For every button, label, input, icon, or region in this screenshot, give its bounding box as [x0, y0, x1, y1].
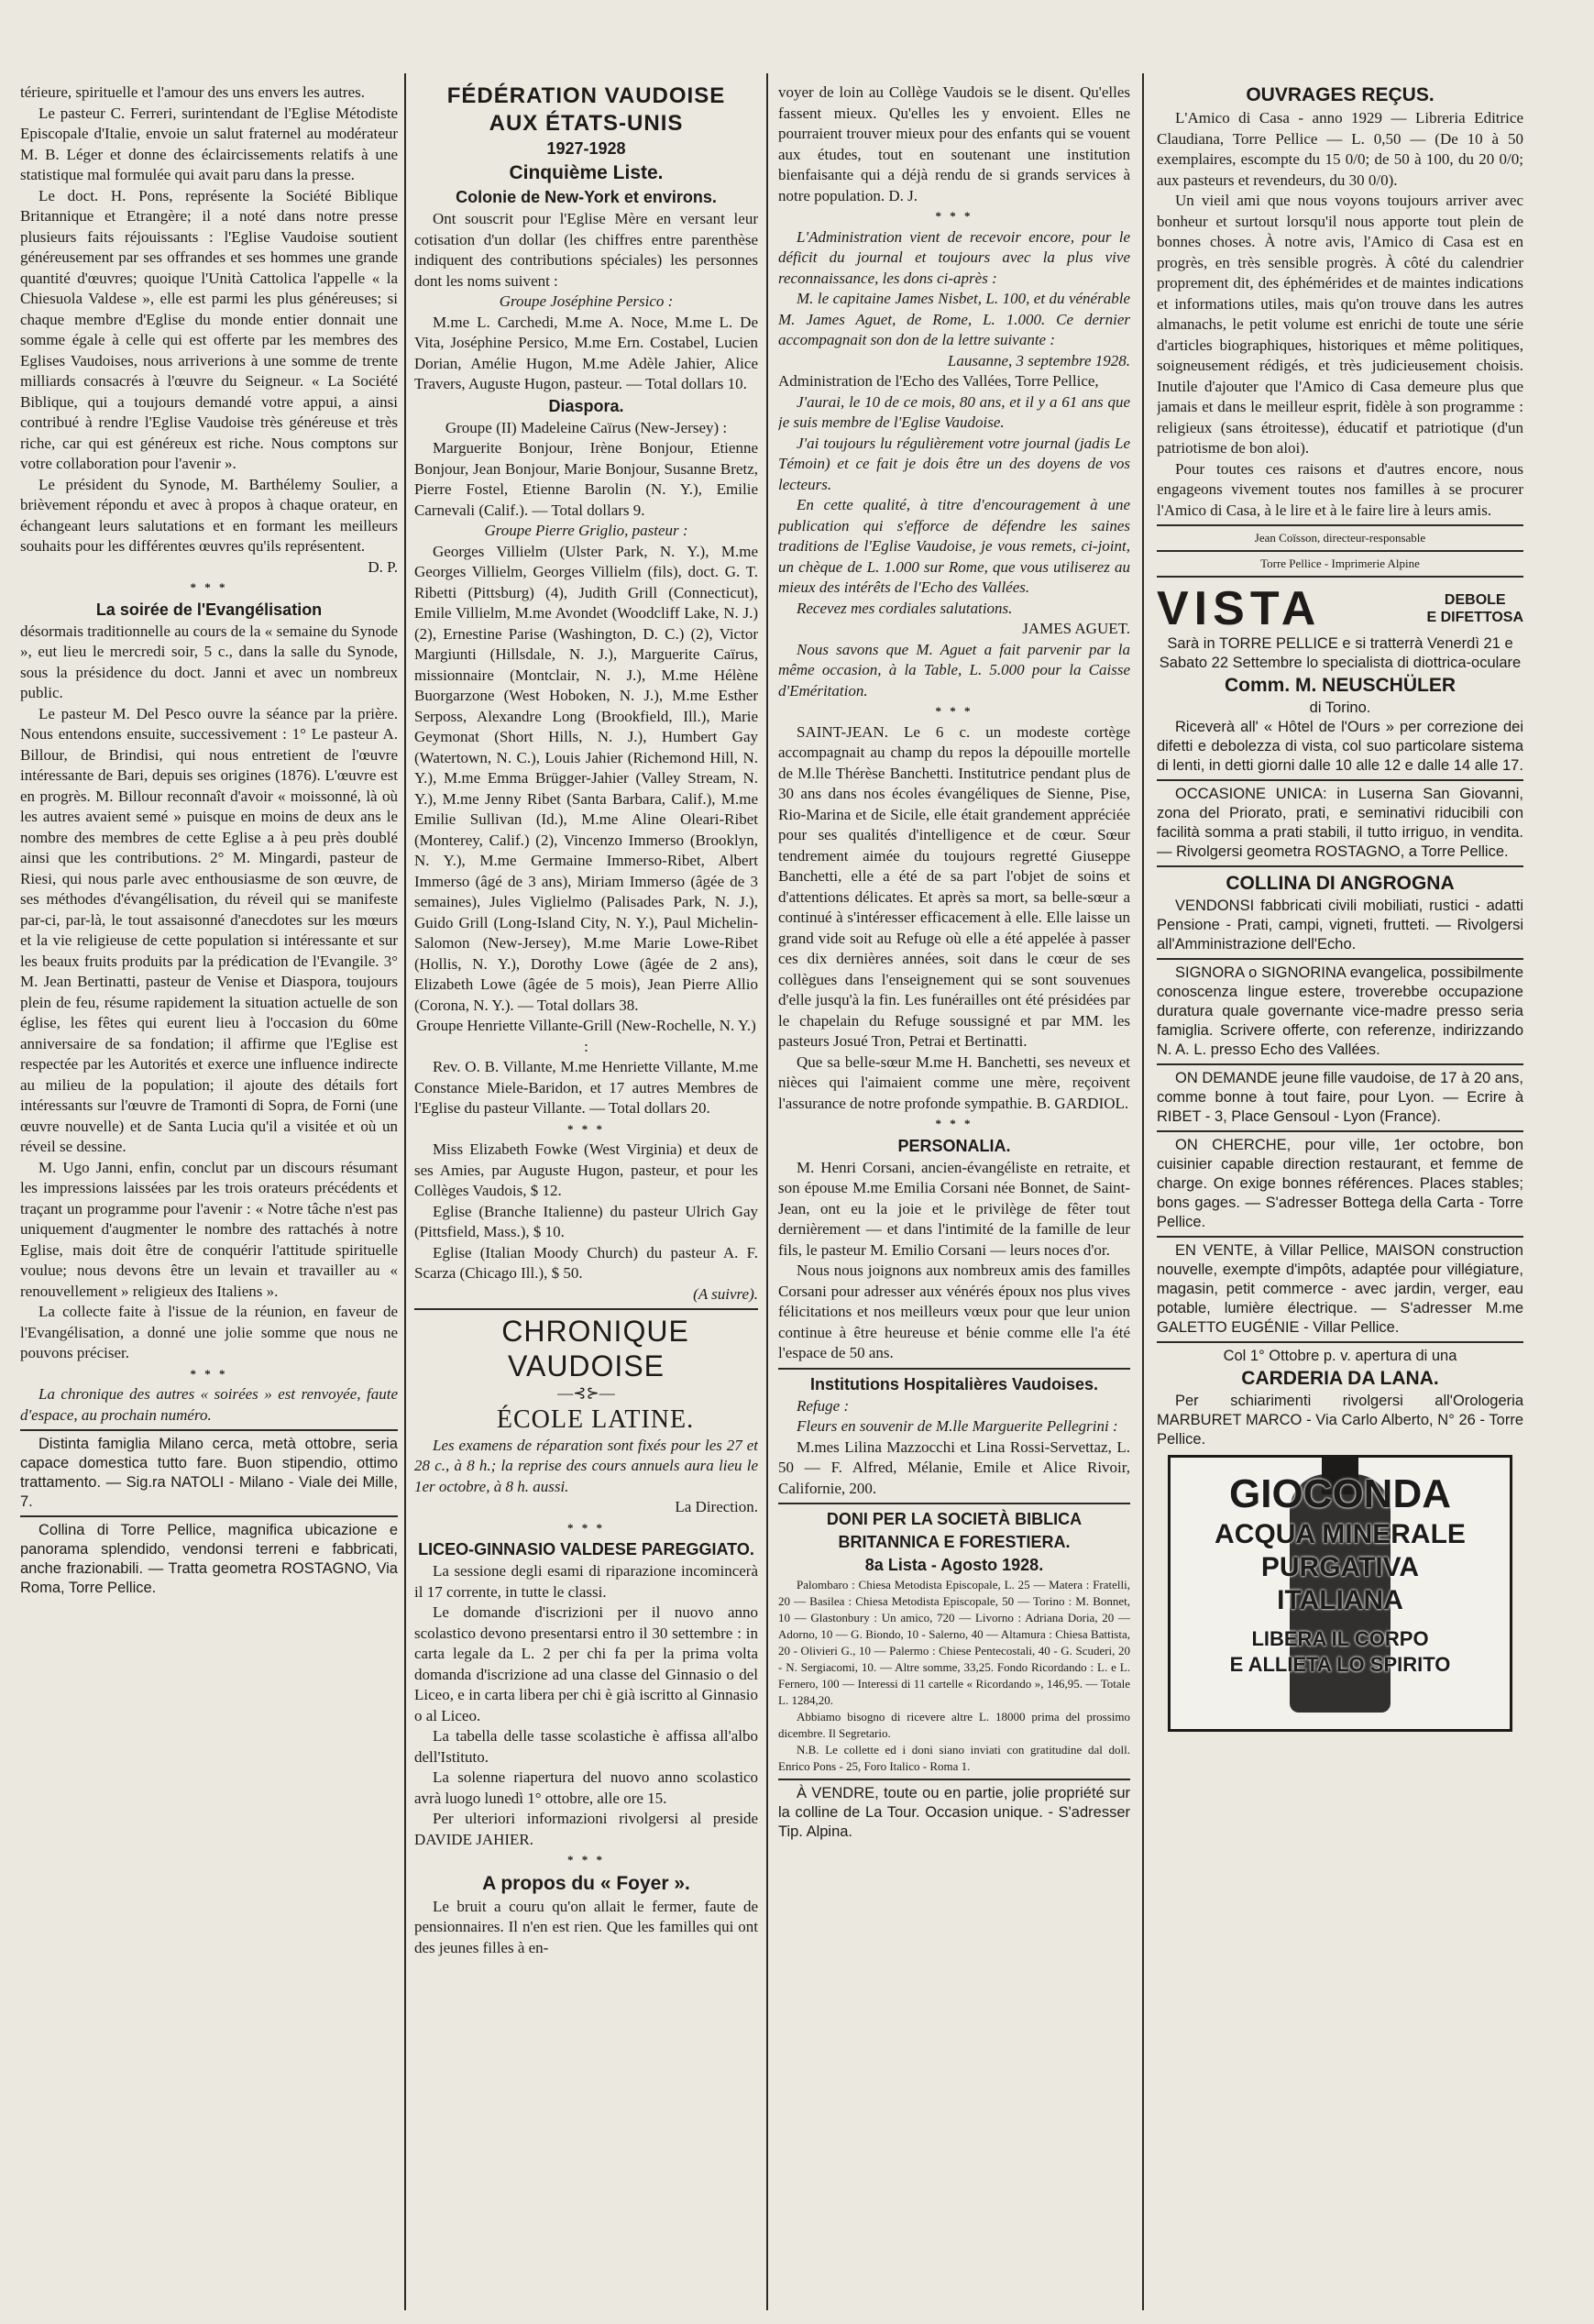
section-divider — [778, 1503, 1130, 1504]
signature: Lausanne, 3 septembre 1928. — [947, 351, 1130, 369]
column-3 — [778, 83, 1130, 2301]
classified-ad: Riceverà all' « Hôtel de l'Ours » per correzione dei difetti e debolezza di vista, col suo particolare sistema di lenti, in detti giorni dalle 10 alle 12 e dalle 14 alle 17. — [1157, 719, 1523, 774]
section-heading: PERSONALIA. — [897, 1136, 1011, 1155]
article-paragraph: L'Amico di Casa - anno 1929 — Libreria Editrice Claudiana, Torre Pellice — L. 0,50 — (De 10 à 50 exemplaires, escompte du 15 0/0; de 50 à 100, du 20 0/0; aux pasteurs et revendeurs, du 30 0/0). — [1157, 109, 1523, 189]
signature: (A suivre). — [693, 1284, 758, 1303]
section-divider — [1157, 865, 1523, 867]
section-separator: * * * — [190, 580, 228, 594]
section-divider — [1157, 524, 1523, 526]
article-paragraph: Nous nous joignons aux nombreux amis des familles Corsani pour adresser aux vénérés époux nos plus vives félicitations et nos meilleurs vœux pour que leur union continue à être heureuse et bénie comme elle l'a été l'espace de 50 ans. — [778, 1261, 1130, 1361]
article-paragraph: Le pasteur C. Ferreri, surintendant de l'Eglise Métodiste Episcopale d'Italie, envoie un salut fraternel au modérateur M. B. Léger et donne des éclaircissements relatifs à une statistique mal formulée qui avait paru dans la presse. — [20, 104, 398, 183]
classified-ad: À VENDRE, toute ou en partie, jolie propriété sur la colline de La Tour. Occasion unique. - S'adresser Tip. Alpina. — [778, 1785, 1130, 1840]
section-heading: AUX ÉTATS-UNIS — [489, 111, 684, 136]
column-rule — [1142, 73, 1144, 2310]
article-paragraph: La collecte faite à l'issue de la réunion, en faveur de l'Evangélisation, a donné une jolie somme que nous ne pouvons préciser. — [20, 1303, 398, 1361]
column-4 — [1157, 83, 1523, 2301]
article-paragraph: Eglise (Branche Italienne) du pasteur Ulrich Gay (Pittsfield, Mass.), $ 10. — [414, 1202, 758, 1240]
article-paragraph: voyer de loin au Collège Vaudois se le disent. Qu'elles fassent mieux. Qu'elles les y envoient. Elles ne pourraient trouver mieux pour des enfants qui se vouent aux études, tout en soutenant une institution bienfaisante qui a déjà rendu de si grands services à notre population. D. J. — [778, 83, 1130, 204]
article-paragraph: La chronique des autres « soirées » est renvoyée, faute d'espace, au prochain numéro. — [20, 1385, 398, 1424]
article-paragraph: Eglise (Italian Moody Church) du pasteur A. F. Scarza (Chicago Ill.), $ 50. — [414, 1243, 758, 1282]
gioconda-line: LIBERA IL CORPO — [1251, 1627, 1429, 1650]
article-paragraph: M.mes Lilina Mazzocchi et Lina Rossi-Servettaz, L. 50 — F. Alfred, Mélanie, Emile et Alice Rivoir, Californie, 200. — [778, 1437, 1130, 1497]
section-heading: Comm. M. NEUSCHÜLER — [1224, 675, 1456, 696]
section-divider — [20, 1515, 398, 1517]
classified-ad: SIGNORA o SIGNORINA evangelica, possibilmente conoscenza lingue estere, troverebbe occupazione duratura quale governante vice-madre presso seria famiglia. Scrivere offerte, con referenze, indirizzando N. A. L. presso Echo des Vallées. — [1157, 964, 1523, 1058]
section-heading: LICEO-GINNASIO VALDESE PAREGGIATO. — [418, 1540, 754, 1559]
article-paragraph: Le doct. H. Pons, représente la Société Biblique Britannique et Etrangère; il a noté dans notre presse plusieurs faits réjouissants : l'Eglise Vaudoise soutient généreusement par ses offrandes et ses hommes une grande quantité d'œuvres; quoique l'Unità Cattolica l'appelle « la Chiesuola Valdese », elle est parmi les plus généreuses; si chaque membre d'Eglise du monde entier donnait une somme égale à celle qui est offerte par les membres des Eglises Vaudoises, nous arriverions à une somme de trente milliards consacrés à l'œuvre du Seigneur. « La Société Biblique, qui a toujours demandé votre appui, a ainsi contribué à rendre l'Eglise Vaudoise très généreuse et très riche, car qui est généreux est riche. Nous comptons sur votre collaboration pour l'avenir ». — [20, 186, 398, 472]
section-separator: * * * — [567, 1853, 605, 1867]
column-2 — [414, 83, 758, 2301]
article-paragraph: —⊰⊱— — [557, 1384, 615, 1402]
vista-ad-header — [1157, 583, 1523, 634]
section-heading: Diaspora. — [548, 396, 624, 415]
section-separator: * * * — [190, 1366, 228, 1381]
article-paragraph: Ont souscrit pour l'Eglise Mère en versant leur cotisation d'un dollar (les chiffres entre parenthèse indiquent des contributions spéciales) les personnes dont les noms suivent : — [414, 210, 758, 290]
article-paragraph: Les examens de réparation sont fixés pour les 27 et 28 c., à 8 h.; la reprise des cours annuels aura lieu le 1er octobre, à 8 h. aussi. — [414, 1436, 758, 1495]
article-paragraph: Le bruit a couru qu'on allait le fermer, faute de pensionnaires. Il n'en est rien. Que les familles qui ont des jeunes filles à en- — [414, 1897, 758, 1956]
article-paragraph: M. Henri Corsani, ancien-évangéliste en retraite, et son épouse M.me Emilia Corsani née Bonnet, de Saint-Jean, ont eu la joie et le privilège de fêter tout dernièrement — et dans l'intimité de la famille de leur fils, le pasteur M. Emilio Corsani — leurs noces d'or. — [778, 1158, 1130, 1259]
section-separator: * * * — [935, 209, 973, 223]
article-paragraph: M.me L. Carchedi, M.me A. Noce, M.me L. De Vita, Joséphine Persico, M.me Ern. Costabel, Lucien Dorian, Amélie Hugon, M.me Adèle Jahier, Alice Travers, Auguste Hugon, pasteur. — Total dollars 10. — [414, 313, 758, 392]
article-paragraph: Administration de l'Echo des Vallées, Torre Pellice, — [778, 372, 1099, 390]
article-paragraph: Le pasteur M. Del Pesco ouvre la séance par la prière. Nous entendons ensuite, successivement : 1° Le pasteur A. Billour, de Brindisi, qui nous entretient de l'œuvre intéressante de Bari, depuis ses origines (1876). L'œuvre est en progrès. M. Billour reconnaît d'avoir « moissonné, là où les autres avaient semé » puisque en moins de deux ans le nombre des membres de cette Eglise a à peu près doublé ainsi que les contributions. 2° M. Mingardi, pasteur de Riesi, qui nous parle avec enthousiasme de son œuvre, de ses méthodes d'évangélisation, du réveil qui se manifeste par-ci, par-là, le tout assaisonné d'anecdotes sur les mœurs et la vie religieuse de cette population si intéressante et sur les beaux fruits produits par la prédication de l'Evangile. 3° M. Jean Bertinatti, pasteur de Venise et Diaspora, toujours plein de feu, résume rapidement la situation actuelle de son église, les fêtes qui eurent lieu à l'occasion du 60me anniversaire de sa fondation; il affirme que l'Eglise est respectée par les Autorités et exerce une influence indirecte au milieu de la population; il ajoute des détails fort intéressants sur l'œuvre de Tramonti di Sopra, de Forni (une œuvre nouvelle) et de Santa Lucia qu'il a visitée et où un réveil se dessine. — [20, 704, 398, 1155]
article-paragraph: En cette qualité, à titre d'encouragement à une publication qui s'efforce de défendre les saines traditions de l'Eglise Vaudoise, je vous remets, ci-joint, un chèque de L. 1.000 sur Rome, que vous utiliserez au mieux des intérêts de l'Echo des Vallées. — [778, 496, 1130, 596]
column-rule — [404, 73, 406, 2310]
section-heading: DONI PER LA SOCIETÀ BIBLICA BRITANNICA E FORESTIERA. — [826, 1510, 1083, 1551]
section-divider — [1157, 779, 1523, 781]
column-1 — [20, 83, 398, 2301]
article-paragraph: La solenne riapertura del nuovo anno scolastico avrà luogo lunedì 1° ottobre, alle ore 15. — [414, 1768, 758, 1807]
classified-ad: Per schiarimenti rivolgersi all'Orologeria MARBURET MARCO - Via Carlo Alberto, N° 26 - Torre Pellice. — [1157, 1393, 1523, 1448]
gioconda-line: ITALIANA — [1277, 1585, 1403, 1615]
section-divider — [1157, 1341, 1523, 1343]
article-paragraph: Palombaro : Chiesa Metodista Episcopale, L. 25 — Matera : Fratelli, 20 — Basilea : Chiesa Metodista Episcopale, 50 — Torino : M. Bonnet, 10 — Glastonbury : Un amico, 720 — Livorno : Adriana Doria, 20 — Adorno, 10 — G. Biondo, 10 - Salerno, 40 — Altamura : Chiesa Battista, 20 - Olivieri G., 10 — Palermo : Chiese Pentecostali, 40 - G. Scuderi, 20 - N. Sergiacomi, 10. — Altre somme, 33,25. Fondo Ricordando : L. e L. Fernero, 100 — Interessi di 11 cartelle « Ricordando », 146,95. — Totale L. 1284,20. — [778, 1578, 1130, 1707]
article-paragraph: Jean Coïsson, directeur-responsable — [1254, 531, 1426, 545]
section-divider — [1157, 1236, 1523, 1238]
article-paragraph: Recevez mes cordiales salutations. — [797, 599, 1013, 617]
section-divider — [20, 1429, 398, 1431]
article-paragraph: La tabella delle tasse scolastiche è affissa all'albo dell'Istituto. — [414, 1727, 758, 1766]
article-paragraph: J'aurai, le 10 de ce mois, 80 ans, et il y a 61 ans que je suis membre de l'Eglise Vaudoise. — [778, 392, 1130, 431]
section-separator: * * * — [567, 1121, 605, 1136]
section-heading: Institutions Hospitalières Vaudoises. — [809, 1374, 1099, 1393]
article-paragraph: Groupe Henriette Villante-Grill (New-Rochelle, N. Y.) : — [416, 1017, 756, 1055]
article-paragraph: Nous savons que M. Aguet a fait parvenir par la même occasion, à la Table, L. 5.000 pour la Caisse d'Eméritation. — [778, 640, 1130, 699]
section-divider — [414, 1308, 758, 1310]
article-paragraph: térieure, spirituelle et l'amour des uns envers les autres. — [20, 83, 365, 101]
section-divider — [1157, 550, 1523, 552]
article-paragraph: Fleurs en souvenir de M.lle Marguerite Pellegrini : — [797, 1417, 1118, 1435]
section-separator: * * * — [935, 1117, 973, 1130]
section-heading: COLLINA DI ANGROGNA — [1226, 873, 1455, 894]
article-paragraph: M. le capitaine James Nisbet, L. 100, et du vénérable M. James Aguet, de Rome, L. 1.000. Ce dernier accompagnait son don de la lettre suivante : — [778, 290, 1130, 348]
article-paragraph: Le président du Synode, M. Barthélemy Soulier, a brièvement répondu et avec à propos à chaque orateur, en échangeant leurs salutations et en formant les meilleurs souhaits pour les différentes œuvres qu'ils représentent. — [20, 475, 398, 555]
article-paragraph: Rev. O. B. Villante, M.me Henriette Villante, M.me Constance Miele-Baridon, et 17 autres Membres de l'Eglise du pasteur Villante. — Total dollars 20. — [414, 1058, 758, 1117]
classified-ad: di Torino. — [1309, 699, 1371, 716]
classified-ad: ON CHERCHE, pour ville, 1er octobre, bon cuisinier capable direction restaurant, et femme de charge. On exige bonnes références. Places stables; bons gages. — S'adresser Bottega della Carta - Torre Pellice. — [1157, 1137, 1523, 1230]
section-heading: 8a Lista - Agosto 1928. — [864, 1556, 1044, 1574]
classified-ad: Collina di Torre Pellice, magnifica ubicazione e panorama splendido, vendonsi terreni e fabbricati, anche frazionabili. — Tratta geometra ROSTAGNO, Via Roma, Torre Pellice. — [20, 1522, 398, 1596]
article-paragraph: Le domande d'iscrizioni per il nuovo anno scolastico devono presentarsi entro il 30 settembre : in carta legale da L. 2 per chi fa per la prima volta domanda d'iscrizione ad una classe del Ginnasio o del Liceo, e in carta libera per chi è già iscritto al Ginnasio o al Liceo. — [414, 1603, 758, 1724]
article-paragraph: Un vieil ami que nous voyons toujours arriver avec bonheur et surtout lorsqu'il nous apporte tout plein de bonnes choses. À notre avis, l'Amico di Casa est en progrès, en très sensible progrès. À côté du calendrier proprement dit, des éphémérides et de maintes indications et informations utiles, mais qu'on trouve dans les autres almanachs, le petit volume est enrichi de toute une série d'articles biographiques, historiques et même politiques, soigneusement rédigés, et très judicieusement choisis. Inutile d'ajouter que l'Amico di Casa demeure plus que jamais et dans le meilleur esprit, fidèle à son programme : religieux (sans étroitesse), éducatif et patriotique (d'un patriotisme de bon aloi). — [1157, 192, 1523, 457]
article-paragraph: Per ulteriori informazioni rivolgersi al preside DAVIDE JAHIER. — [414, 1810, 758, 1848]
article-paragraph: Marguerite Bonjour, Irène Bonjour, Etienne Bonjour, Jean Bonjour, Marie Bonjour, Susanne Bretz, Pierre Fostel, Etienne Barolin (N. Y.), Emilie Carnevali (Calif.). — Total dollars 9. — [414, 439, 758, 519]
section-separator: * * * — [567, 1520, 605, 1535]
article-paragraph: Pour toutes ces raisons et d'autres encore, nous engageons vivement toutes nos familles à se procurer l'Amico di Casa, à le lire et à le faire lire à leurs amis. — [1157, 459, 1523, 519]
article-paragraph: Groupe Pierre Griglio, pasteur : — [484, 522, 688, 539]
classified-ad: Col 1° Ottobre p. v. apertura di una — [1223, 1348, 1457, 1364]
section-divider — [778, 1779, 1130, 1780]
section-divider — [1157, 576, 1523, 578]
gioconda-brand: GIOCONDA — [1229, 1471, 1451, 1516]
classified-ad: VENDONSI fabbricati civili mobiliati, rustici - adatti Pensione - Prati, campi, vigneti, frutteti. — Rivolgersi all'Amministrazione dell'Echo. — [1157, 898, 1523, 953]
section-separator: * * * — [935, 704, 973, 718]
vista-subtitle-line: DEBOLE — [1444, 592, 1506, 608]
article-paragraph: J'ai toujours lu régulièrement votre journal (jadis Le Témoin) et ce fait je dois être un des doyens de vos lecteurs. — [778, 434, 1130, 493]
classified-ad: ON DEMANDE jeune fille vaudoise, de 17 à 20 ans, comme bonne à tout faire, pour Lyon. — Ecrire à RIBET - 3, Place Gensoul - Lyon (France). — [1157, 1070, 1523, 1125]
signature: La Direction. — [675, 1498, 758, 1515]
vista-title: VISTA — [1157, 582, 1322, 635]
article-paragraph: Abbiamo bisogno di ricevere altre L. 18000 prima del prossimo dicembre. Il Segretario. — [778, 1710, 1130, 1740]
article-paragraph: SAINT-JEAN. Le 6 c. un modeste cortège accompagnait au champ du repos la dépouille mortelle de M.lle Thérèse Banchetti. Institutrice pendant plus de 30 ans dans nos écoles évangéliques de Sienne, Pise, Rio-Marina et de Sicile, elle était grandement appréciée pour ses qualités d'intelligence et de cœur. Sœur tendrement aimée du toujours regretté Giuseppe Banchetti, elle a été de sa part l'objet de soins et d'attentions délicates. Et après sa mort, sa belle-sœur a continué à s'intéresser efficacement à elle. Elle laisse un grand vide soit au Refuge où elle a été appelée à passer ces dix dernières années, soit dans le cœur de ses collègues dans l'enseignement qui se sont souvenues d'elle jusqu'à la fin. Les funérailles ont été présidées par le chapelain du Refuge soussigné et par MM. les pasteurs Josué Tron, Petrai et Bertinatti. — [778, 722, 1130, 1050]
section-heading: Cinquième Liste. — [509, 162, 664, 183]
section-heading: La soirée de l'Evangélisation — [95, 600, 323, 619]
section-divider — [778, 1368, 1130, 1370]
article-paragraph: Refuge : — [797, 1396, 850, 1415]
section-heading: CHRONIQUE VAUDOISE — [501, 1315, 689, 1382]
article-paragraph: Georges Villielm (Ulster Park, N. Y.), M.me Georges Villielm, Georges Villielm (fils), doct. G. T. Ribetti (Pittsburg) (4), Judith Grill (Connecticut), Emile Villielm, M.me Avondet (Woodcliff Lake, N. J.) (2), Ernestine Parise (Washington, D. C.) (2), Victor Margiunti (Hillsdale, N. J.), Marguerite Caïrus, missionnaire (Montclair, N. J.), M.me Hélène Buorgarzone (West Hoboken, N. J.), M.me Esther Serposs, Alexandre Long (Brookfield, Ill.), Marie Geymonat (Short Hills, N. J.), Humbert Gay (Watertown, N. C.), Louis Jahier (Richemond Hill, N. Y.), M.me Emma Brügger-Jahier (Valley Stream, N. Y.), M.me Jenny Ribet (Santa Barbara, Calif.), M.me Emilie Sullivan (Id.), M.me Aline Oleari-Ribet (Monterey, Calif.) (2), Vincenzo Immerso (Brooklyn, N. Y.), M.me Germaine Immerso-Ribet, Albert Immerso (âgé de 3 ans), Miriam Immerso (âgée de 3 semaines), Jules Viglielmo (Palisades Park, N. J.), Guido Grill (Long-Island City, N. Y.), Paul Michelin-Salomon (New-Jersey), M.me Marie Lowe-Ribet (Hollis, N. Y.), Dorothy Lowe (âgée de 2 ans), Elizabeth Lowe (âgée de 5 mois), Jean Pierre Allio (Corona, N. Y.). — Total dollars 38. — [414, 542, 758, 1014]
article-paragraph: N.B. Le collette ed i doni siano inviati con gratitudine dal doll. Enrico Pons - 25, Foro Italico - Roma 1. — [778, 1743, 1130, 1773]
section-heading: OUVRAGES REÇUS. — [1246, 84, 1435, 105]
article-paragraph: Groupe (II) Madeleine Caïrus (New-Jersey) : — [445, 418, 728, 436]
classified-ad: EN VENTE, à Villar Pellice, MAISON construction nouvelle, exempte d'impôts, adaptée pour villégiature, magasin, petit commerce - avec jardin, verger, eau potable, lumière électrique. — S'adresser M.me GALETTO EUGÉNIE - Villar Pellice. — [1157, 1242, 1523, 1336]
section-heading: ÉCOLE LATINE. — [496, 1404, 695, 1434]
signature: D. P. — [368, 557, 398, 576]
vista-subtitle — [1427, 591, 1524, 626]
classified-ad: Sarà in TORRE PELLICE e si tratterrà Venerdì 21 e Sabato 22 Settembre lo specialista di diottrica-oculare — [1159, 635, 1522, 671]
article-paragraph: L'Administration vient de recevoir encore, pour le déficit du journal et toujours avec la plus vive reconnaissance, les dons ci-après : — [778, 227, 1130, 287]
article-paragraph: M. Ugo Janni, enfin, conclut par un discours résumant les impressions laissées par les trois orateurs précédents et traçant un programme pour l'avenir : « Notre tâche n'est pas uniquement d'augmenter le nombre des rattachés à notre Eglise, mais doit être de conquérir l'attitude spirituelle voulue; nous devons être un levain et travailler au « renouvellement » religieux des Italiens ». — [20, 1158, 398, 1300]
article-paragraph: Torre Pellice - Imprimerie Alpine — [1260, 556, 1420, 570]
classified-ad: OCCASIONE UNICA: in Luserna San Giovanni, zona del Priorato, prati, e seminativi riducibili con facilità somma a prati stabili, il tutto irriguo, in vendita. — Rivolgersi geometra ROSTAGNO, a Torre Pellice. — [1157, 786, 1523, 860]
article-paragraph: Que sa belle-sœur M.me H. Banchetti, ses neveux et nièces qui l'aimaient comme une mère, reçoivent l'assurance de notre profonde sympathie. B. GARDIOL. — [778, 1052, 1130, 1112]
vista-subtitle-line: E DIFETTOSA — [1426, 610, 1523, 625]
section-heading: A propos du « Foyer ». — [482, 1872, 690, 1894]
column-rule — [766, 73, 768, 2310]
section-heading: 1927-1928 — [546, 139, 626, 158]
signature: JAMES AGUET. — [1022, 620, 1130, 637]
gioconda-line: E ALLIETA LO SPIRITO — [1229, 1653, 1451, 1676]
gioconda-line: PURGATIVA — [1260, 1552, 1420, 1582]
section-divider — [1157, 1063, 1523, 1065]
article-paragraph: Miss Elizabeth Fowke (West Virginia) et deux de ses Amies, par Auguste Hugon, pasteur, et pour les Collèges Vaudois, $ 12. — [414, 1140, 758, 1199]
section-heading: CARDERIA DA LANA. — [1241, 1368, 1439, 1389]
section-divider — [1157, 958, 1523, 960]
gioconda-line: ACQUA MINERALE — [1215, 1519, 1466, 1549]
section-divider — [1157, 1130, 1523, 1132]
article-paragraph: désormais traditionnelle au cours de la « semaine du Synode », eut lieu le mercredi soir, 5 c., dans la salle du Synode, sous la présidence du doct. Janni et avec un nombreux public. — [20, 622, 398, 701]
section-heading: FÉDÉRATION VAUDOISE — [446, 83, 726, 108]
article-paragraph: La sessione degli esami di riparazione incomincerà il 17 corrente, in tutte le classi. — [414, 1562, 758, 1601]
gioconda-advertisement — [1168, 1455, 1512, 1732]
classified-ad: Distinta famiglia Milano cerca, metà ottobre, seria capace domestica tutto fare. Buon stipendio, ottimo trattamento. — Sig.ra NATOLI - Milano - Viale dei Mille, 7. — [20, 1436, 398, 1510]
article-paragraph: Groupe Joséphine Persico : — [499, 292, 674, 310]
section-heading: Colonie de New-York et environs. — [456, 188, 717, 206]
